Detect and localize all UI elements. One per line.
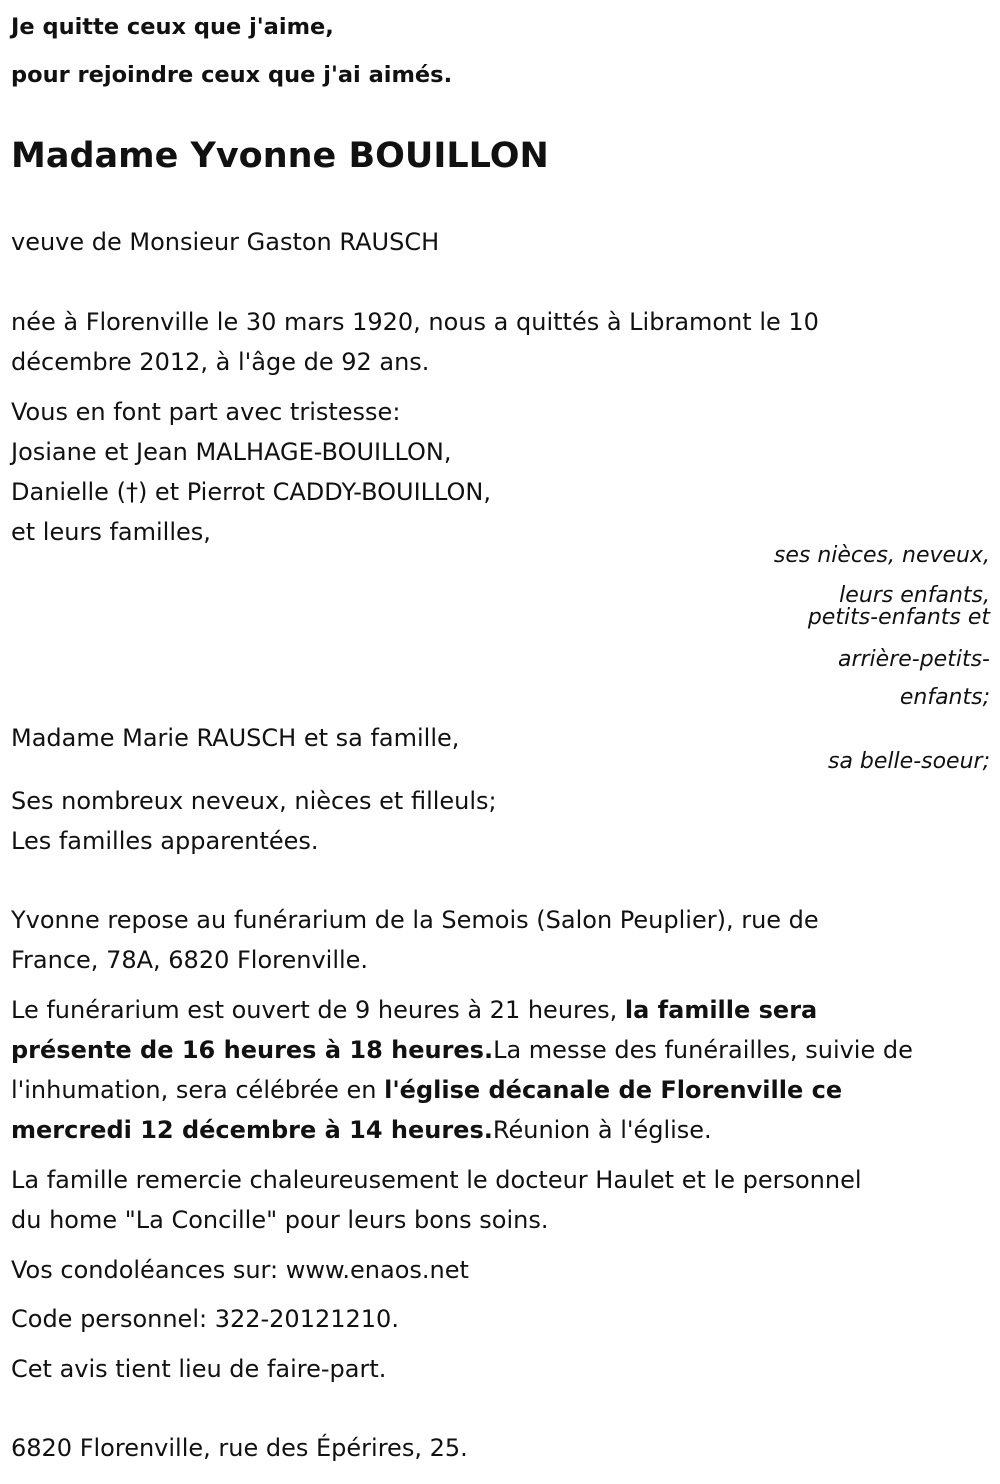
repose-line-1: Yvonne repose au funérarium de la Semois (Salon Peuplier), rue de — [11, 906, 819, 934]
thanks-line-1: La famille remercie chaleureusement le docteur Haulet et le personnel — [11, 1166, 862, 1194]
presence-bold: présente de 16 heures à 18 heures. — [11, 1036, 494, 1064]
family-line-2-start: Danielle ( — [11, 478, 126, 506]
relation-line-2: leurs enfants, — [839, 583, 990, 608]
personal-code: Code personnel: 322-20121210. — [11, 1305, 399, 1333]
epigraph-line-2: pour rejoindre ceux que j'ai aimés. — [11, 62, 453, 88]
relation-line-5: enfants; — [899, 685, 990, 710]
date-line — [11, 1110, 712, 1150]
family-line-4: Madame Marie RAUSCH et sa famille, — [11, 724, 460, 752]
church-bold: l'église décanale de Florenville ce — [384, 1076, 843, 1104]
hours-text: Le funérarium est ouvert de 9 heures à 21 heures, — [11, 996, 625, 1024]
relation-line-4: arrière-petits- — [837, 647, 990, 672]
family-line-2 — [11, 472, 491, 512]
epigraph-line-1: Je quitte ceux que j'aime, — [11, 14, 334, 40]
thanks-line-2: du home "La Concille" pour leurs bons soins. — [11, 1206, 549, 1234]
family-line-6: Les familles apparentées. — [11, 827, 319, 855]
address-line: 6820 Florenville, rue des Épérires, 25. — [11, 1434, 468, 1462]
mass-text: La messe des funérailles, suivie de — [493, 1036, 913, 1064]
hours-family-bold: la famille sera — [624, 996, 818, 1024]
repose-line-2: France, 78A, 6820 Florenville. — [11, 946, 369, 974]
date-bold: mercredi 12 décembre à 14 heures. — [11, 1116, 493, 1144]
birth-death-line-2: décembre 2012, à l'âge de 92 ans. — [11, 348, 430, 376]
birth-death-line-1: née à Florenville le 30 mars 1920, nous a quittés à Libramont le 10 — [11, 308, 819, 336]
spouse-line: veuve de Monsieur Gaston RAUSCH — [11, 228, 440, 256]
announcement-intro: Vous en font part avec tristesse: — [11, 398, 401, 426]
relation-line-1: ses nièces, neveux, — [773, 543, 990, 568]
notice-line: Cet avis tient lieu de faire-part. — [11, 1355, 387, 1383]
church-line — [11, 1070, 842, 1110]
deceased-name: Madame Yvonne BOUILLON — [11, 136, 549, 176]
family-line-2-end: ) et Pierrot CADDY-BOUILLON, — [137, 478, 491, 506]
family-line-5: Ses nombreux neveux, nièces et filleuls; — [11, 787, 497, 815]
family-line-1: Josiane et Jean MALHAGE-BOUILLON, — [11, 438, 452, 466]
inhumation-text: l'inhumation, sera célébrée en — [11, 1076, 385, 1104]
relation-belle-soeur: sa belle-soeur; — [828, 749, 990, 774]
presence-line — [11, 1030, 913, 1070]
condolences-line: Vos condoléances sur: www.enaos.net — [11, 1256, 469, 1284]
cross-icon: † — [125, 478, 138, 506]
family-line-3: et leurs familles, — [11, 518, 211, 546]
relation-line-3: petits-enfants et — [807, 605, 990, 630]
hours-line — [11, 990, 817, 1030]
reunion-text: Réunion à l'église. — [492, 1116, 712, 1144]
